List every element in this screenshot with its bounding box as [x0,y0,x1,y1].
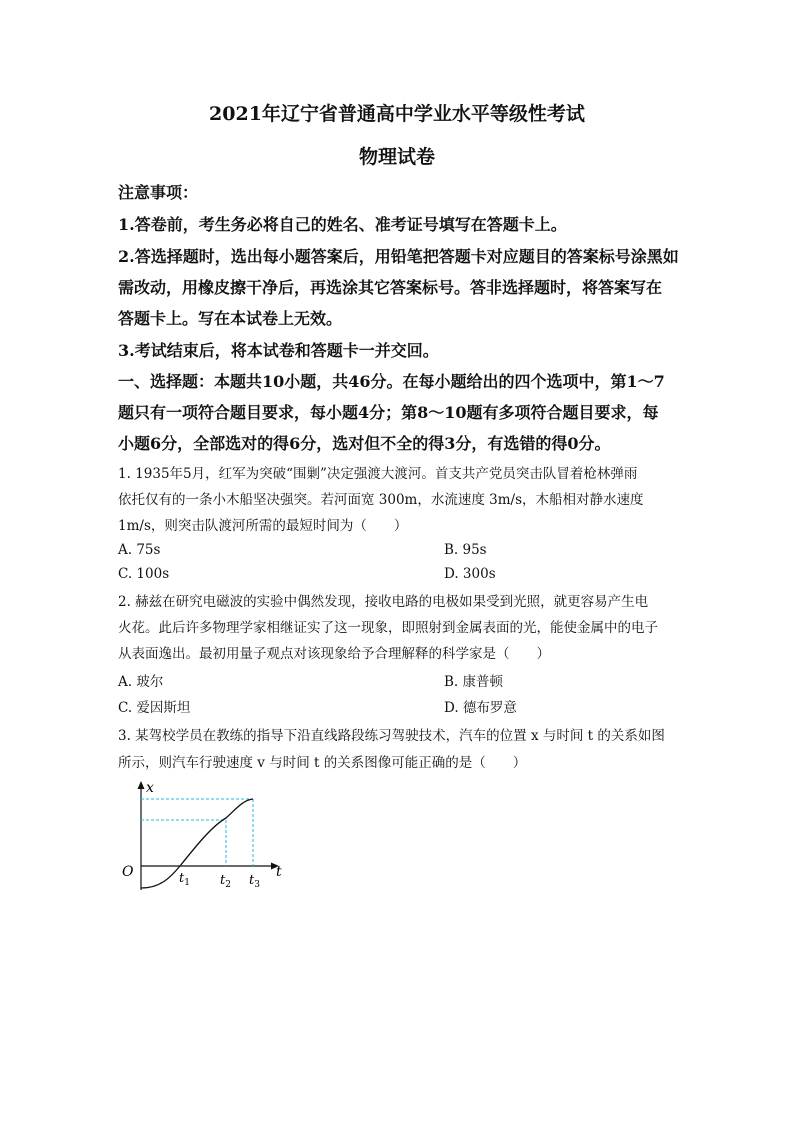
exam-title: 2021年辽宁省普通高中学业水平等级性考试 [209,103,585,125]
q1-option-c: C. 100s [118,566,170,582]
notice-item-1: 1.答卷前，考生务必将自己的姓名、准考证号填写在答题卡上。 [118,215,567,234]
section-1-line-3: 小题6分，全部选对的得6分，选对但不全的得3分，有选错的得0分。 [118,434,611,453]
x-axis-label: t [276,864,282,880]
position-curve [141,799,253,888]
y-axis-arrow [138,781,145,789]
notice-heading: 注意事项： [118,183,199,202]
notice-item-2-line-1: 2.答选择题时，选出每小题答案后，用铅笔把答题卡对应题目的答案标号涂黑如 [118,247,679,266]
section-1-line-1: 一、选择题：本题共10小题，共46分。在每小题给出的四个选项中，第1～7 [118,372,665,391]
q2-line-2: 火花。此后许多物理学家相继证实了这一现象，即照射到金属表面的光，能使金属中的电子 [118,620,658,636]
q2-option-a: A. 玻尔 [118,674,164,690]
q1-option-b: B. 95s [444,542,487,558]
q2-option-d: D. 德布罗意 [444,700,517,716]
origin-label: O [122,864,134,880]
exam-subtitle: 物理试卷 [358,146,435,168]
section-1-line-2: 题只有一项符合题目要求，每小题4分；第8～10题有多项符合题目要求，每 [118,403,659,422]
q1-option-d: D. 300s [444,566,496,582]
t2-label: $t_2$ [220,873,231,890]
q2-option-c: C. 爱因斯坦 [118,700,191,716]
notice-item-2-line-2: 需改动，用橡皮擦干净后，再选涂其它答案标号。答非选择题时，将答案写在 [118,278,663,297]
notice-item-2-line-3: 答题卡上。写在本试卷上无效。 [118,309,343,328]
q1-line-1: 1. 1935年5月，红军为突破“围剿”决定强渡大渡河。首支共产党员突击队冒着枪林弹雨 [118,466,638,482]
q1-line-3: 1m/s，则突击队渡河所需的最短时间为（ ） [118,518,408,534]
q2-line-3: 从表面逸出。最初用量子观点对该现象给予合理解释的科学家是（ ） [118,646,550,662]
q3-line-2: 所示，则汽车行驶速度 v 与时间 t 的关系图像可能正确的是（ ） [118,755,527,771]
q3-line-1: 3. 某驾校学员在教练的指导下沿直线路段练习驾驶技术，汽车的位置 x 与时间 t 的关系如图 [118,728,665,744]
q1-option-a: A. 75s [118,542,161,558]
notice-item-3: 3.考试结束后，将本试卷和答题卡一并交回。 [118,341,439,360]
q1-line-2: 依托仅有的一条小木船坚决强突。若河面宽 300m，水流速度 3m/s，木船相对静水速度 [118,492,644,508]
t3-label: $t_3$ [249,873,260,890]
q2-line-1: 2. 赫兹在研究电磁波的实验中偶然发现，接收电路的电极如果受到光照，就更容易产生电 [118,594,649,610]
position-time-graph [118,778,288,898]
y-axis-label: x [146,780,154,796]
t1-label: $t_1$ [179,871,190,888]
q2-option-b: B. 康普顿 [444,674,504,690]
